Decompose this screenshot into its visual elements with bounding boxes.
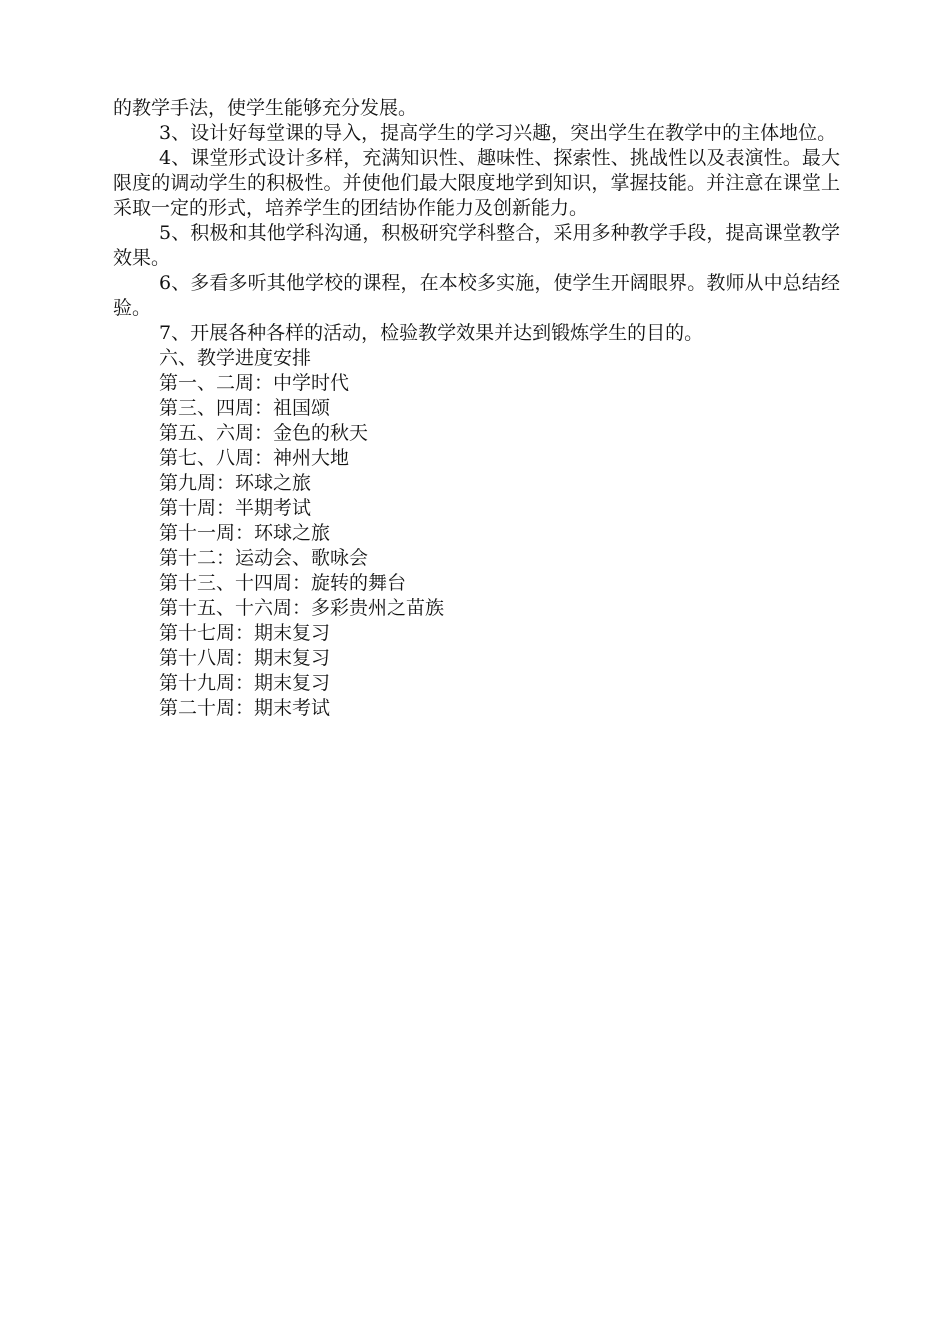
paragraph-item-3: 3、设计好每堂课的导入，提高学生的学习兴趣，突出学生在教学中的主体地位。	[159, 122, 837, 144]
paragraph-item-5: 5、积极和其他学科沟通，积极研究学科整合，采用多种教学手段，提高课堂教学效果。	[113, 222, 840, 269]
schedule-item: 第十九周：期末复习	[159, 672, 331, 694]
schedule-item: 第十二：运动会、歌咏会	[159, 547, 369, 569]
section-heading-schedule: 六、教学进度安排	[159, 347, 312, 369]
schedule-item: 第十七周：期末复习	[159, 622, 331, 644]
paragraph-item-4: 4、课堂形式设计多样，充满知识性、趣味性、探索性、挑战性以及表演性。最大限度的调动学生的积极性。并使他们最大限度地学到知识，掌握技能。并注意在课堂上采取一定的形式，培养学生的团结协作能力及创新能力。	[113, 147, 840, 219]
schedule-item: 第十一周：环球之旅	[159, 522, 331, 544]
schedule-item: 第五、六周：金色的秋天	[159, 422, 369, 444]
schedule-item: 第二十周：期末考试	[159, 697, 331, 719]
paragraph-item-6: 6、多看多听其他学校的课程，在本校多实施，使学生开阔眼界。教师从中总结经验。	[113, 272, 840, 319]
schedule-item: 第九周：环球之旅	[159, 472, 312, 494]
schedule-item: 第十三、十四周：旋转的舞台	[159, 572, 407, 594]
paragraph-continuation: 的教学手法，使学生能够充分发展。	[113, 97, 418, 119]
paragraph-item-7: 7、开展各种各样的活动，检验教学效果并达到锻炼学生的目的。	[159, 322, 704, 344]
schedule-item: 第十周：半期考试	[159, 497, 312, 519]
schedule-item: 第一、二周：中学时代	[159, 372, 350, 394]
schedule-item: 第七、八周：神州大地	[159, 447, 350, 469]
document-page	[113, 96, 840, 721]
schedule-item: 第十五、十六周：多彩贵州之苗族	[159, 597, 445, 619]
schedule-item: 第三、四周：祖国颂	[159, 397, 331, 419]
schedule-item: 第十八周：期末复习	[159, 647, 331, 669]
